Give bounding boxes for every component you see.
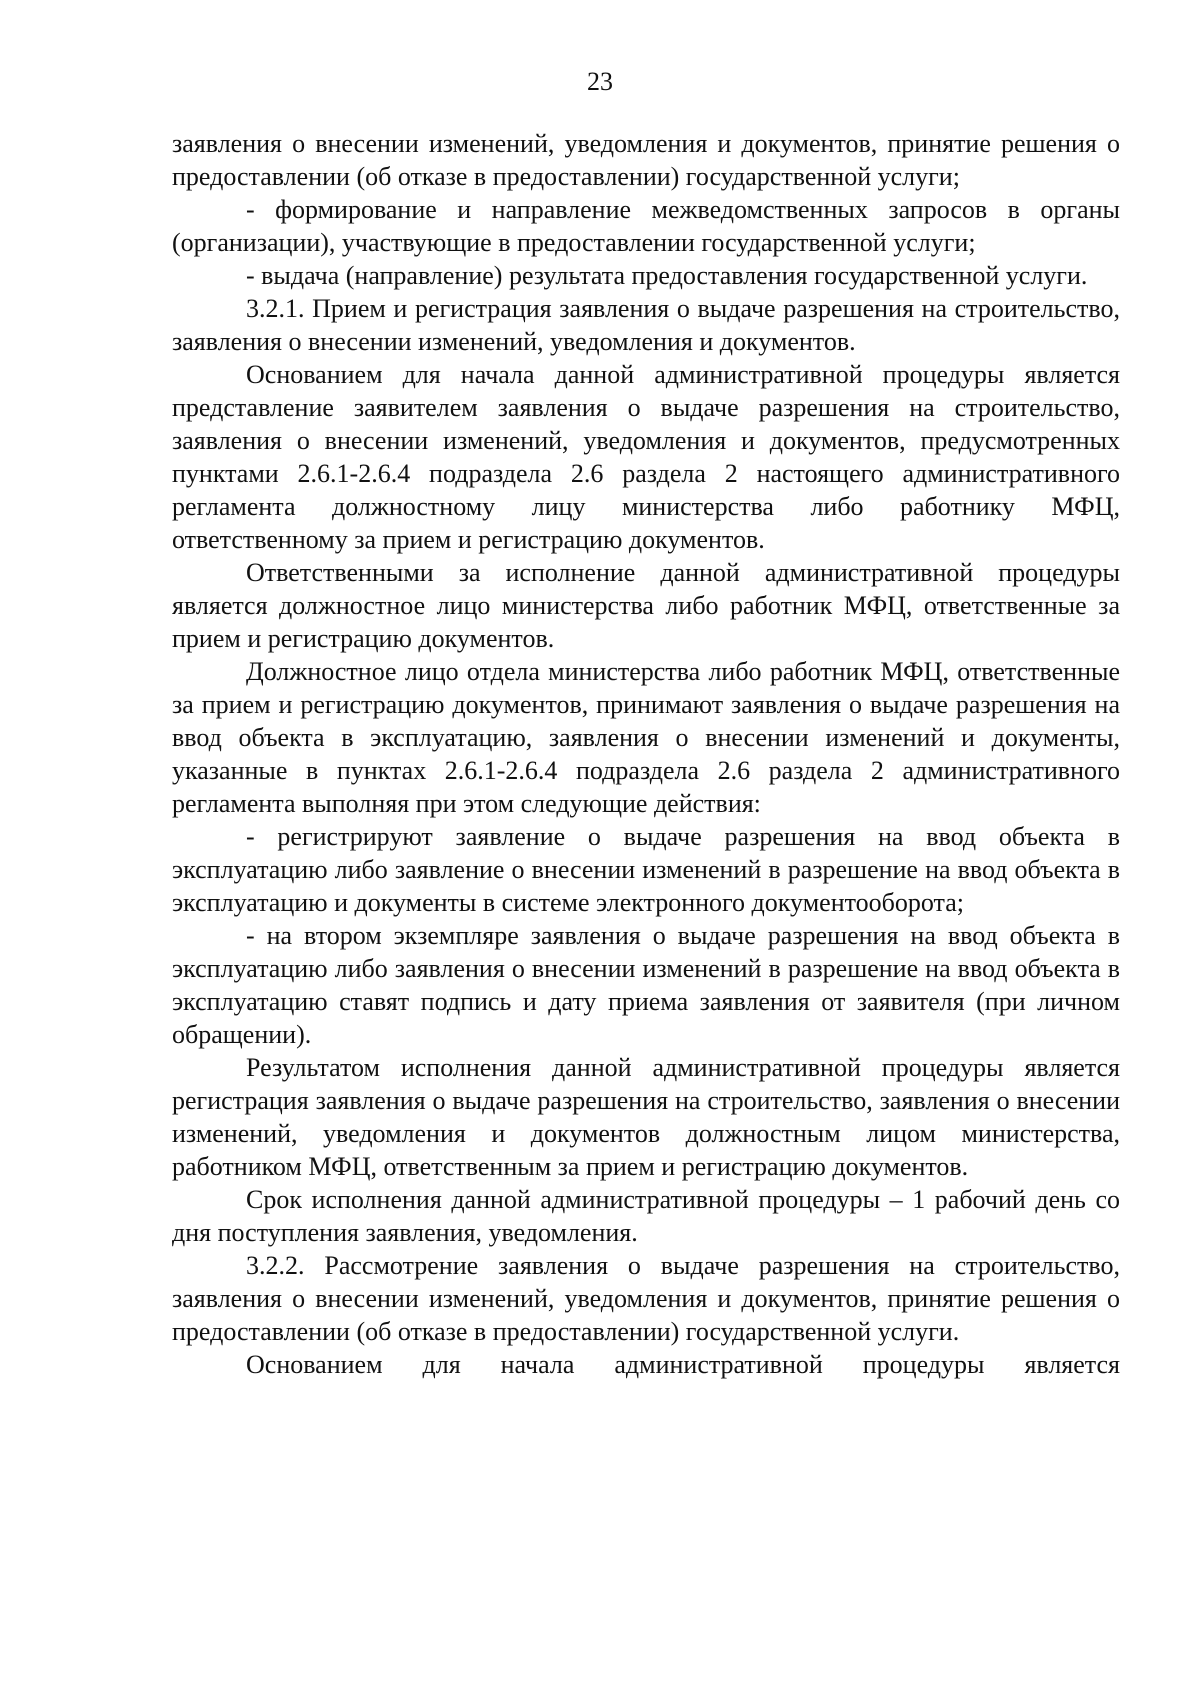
paragraph-official-actions: Должностное лицо отдела министерства либо работник МФЦ, ответственные за прием и регистрацию документов, принимают заявления о выдаче разрешения на ввод объекта в эксплуатацию, заявления о внесении изменений и документы, указанные в пунктах 2.6.1-2.6.4 подраздела 2.6 раздела 2 административного регламента выполняя при этом следующие действия:: [172, 657, 1120, 818]
paragraph-basis: Основанием для начала данной административной процедуры является представление заявителем заявления о выдаче разрешения на строительство, заявления о внесении изменений, уведомления и документов, предусмотренных пунктами 2.6.1-2.6.4 подраздела 2.6 раздела 2 настоящего административного регламента должностному лицу министерства либо работнику МФЦ, ответственному за прием и регистрацию документов.: [172, 360, 1120, 554]
paragraph-responsible: Ответственными за исполнение данной административной процедуры является должностное лицо министерства либо работник МФЦ, ответственные за прием и регистрацию документов.: [172, 558, 1120, 653]
paragraph-basis-continued: Основанием для начала административной процедуры является: [246, 1350, 1120, 1379]
paragraph-outcome: Результатом исполнения данной административной процедуры является регистрация заявления о выдаче разрешения на строительство, заявления о внесении изменений, уведомления и документов должностным лицом министерства, работником МФЦ, ответственным за прием и регистрацию документов.: [172, 1053, 1120, 1181]
paragraph-deadline: Срок исполнения данной административной процедуры – 1 рабочий день со дня поступления заявления, уведомления.: [172, 1185, 1120, 1247]
paragraph-section-3-2-2: 3.2.2. Рассмотрение заявления о выдаче разрешения на строительство, заявления о внесении изменений, уведомления и документов, принятие решения о предоставлении (об отказе в предоставлении) государственной услуги.: [172, 1251, 1120, 1346]
paragraph-action-register: - регистрируют заявление о выдаче разрешения на ввод объекта в эксплуатацию либо заявление о внесении изменений в разрешение на ввод объекта в эксплуатацию и документы в системе электронного документооборота;: [172, 822, 1120, 917]
document-body: [172, 127, 1120, 1381]
paragraph-continuation: заявления о внесении изменений, уведомления и документов, принятие решения о предоставлении (об отказе в предоставлении) государственной услуги;: [172, 129, 1120, 191]
page-number: 23: [587, 67, 613, 96]
paragraph-list-item-result: - выдача (направление) результата предоставления государственной услуги.: [246, 261, 1088, 290]
paragraph-list-item-requests: - формирование и направление межведомственных запросов в органы (организации), участвующие в предоставлении государственной услуги;: [172, 195, 1120, 257]
paragraph-action-sign: - на втором экземпляре заявления о выдаче разрешения на ввод объекта в эксплуатацию либо заявления о внесении изменений в разрешение на ввод объекта в эксплуатацию ставят подпись и дату приема заявления от заявителя (при личном обращении).: [172, 921, 1120, 1049]
paragraph-section-3-2-1: 3.2.1. Прием и регистрация заявления о выдаче разрешения на строительство, заявления о внесении изменений, уведомления и документов.: [172, 294, 1120, 356]
